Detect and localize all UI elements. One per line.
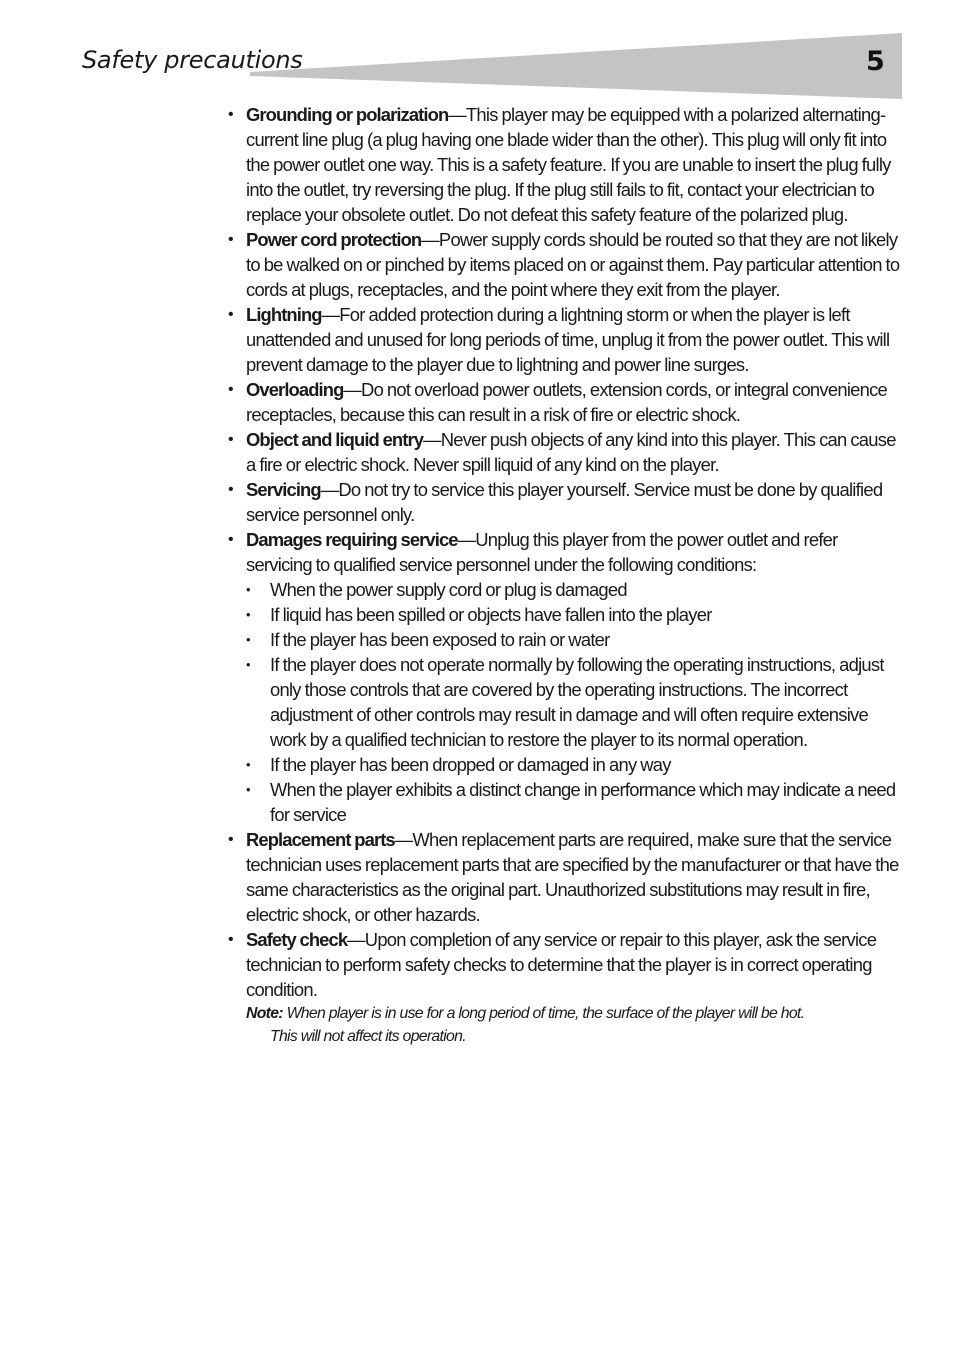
sublist-item: • If the player has been exposed to rain or water <box>246 629 610 650</box>
note-line-2: This will not affect its operation. <box>270 1028 466 1045</box>
item-text: —Unplug this player from the power outlet and refer servicing to qualified service personnel under the following conditions: <box>246 529 838 575</box>
sublist-item: • When the power supply cord or plug is damaged <box>246 579 627 600</box>
item-text: —Do not try to service this player yourself. Service must be done by qualified service personnel only. <box>246 479 883 525</box>
item-term: Replacement parts <box>246 829 395 850</box>
note <box>228 1002 900 1048</box>
bullet-icon: • <box>228 231 233 248</box>
item-text: —Upon completion of any service or repair to this player, ask the service technician to perform safety checks to determine that the player is in correct operating condition. <box>246 929 877 1000</box>
item-text: —This player may be equipped with a polarized alternating-current line plug (a plug having one blade wider than the other). This plug will only fit into the power outlet one way. This is a safety feature. If you are unable to insert the plug fully into the outlet, try reversing the plug. If the plug still fails to fit, contact your electrician to replace your obsolete outlet. Do not defeat this safety feature of the polarized plug. <box>246 104 891 225</box>
item-text: —Never push objects of any kind into this player. This can cause a fire or electric shock. Never spill liquid of any kind on the player. <box>246 429 896 475</box>
list-item <box>228 927 900 1002</box>
sublist-item: • If the player does not operate normally by following the operating instructions, adjust only those controls that are covered by the operating instructions. The incorrect adjustment of other controls may result in damage and will often require extensive work by a qualified technician to restore the player to its normal operation. <box>246 654 884 750</box>
sublist-item: • If the player has been dropped or damaged in any way <box>246 754 671 775</box>
item-term: Lightning <box>246 304 322 325</box>
item-text: —For added protection during a lightning storm or when the player is left unattended and unused for long periods of time, unplug it from the power outlet. This will prevent damage to the player due to lightning and power line surges. <box>246 304 890 375</box>
item-text: —When replacement parts are required, make sure that the service technician uses replacement parts that are specified by the manufacturer or that have the same characteristics as the original part. Unauthorized substitutions may result in fire, electric shock, or other hazards. <box>246 829 899 925</box>
item-term: Object and liquid entry <box>246 429 424 450</box>
bullet-icon: • <box>228 481 233 498</box>
bullet-icon: • <box>246 782 250 797</box>
safety-precautions-content <box>228 102 900 1048</box>
item-term: Damages requiring service <box>246 529 458 550</box>
item-text: —Power supply cords should be routed so that they are not likely to be walked on or pinched by items placed on or against them. Pay particular attention to cords at plugs, receptacles, and the point where they exit from the player. <box>246 229 900 300</box>
bullet-icon: • <box>228 531 233 548</box>
list-item <box>228 102 900 227</box>
conditions-sublist <box>246 577 900 827</box>
bullet-icon: • <box>228 931 233 948</box>
bullet-icon: • <box>246 632 250 647</box>
bullet-icon: • <box>228 831 233 848</box>
item-term: Power cord protection <box>246 229 422 250</box>
bullet-icon: • <box>228 381 233 398</box>
bullet-icon: • <box>228 106 233 123</box>
list-item <box>228 477 900 527</box>
page-number: 5 <box>866 46 885 77</box>
item-term: Safety check <box>246 929 348 950</box>
sublist-item: • If liquid has been spilled or objects have fallen into the player <box>246 604 712 625</box>
bullet-icon: • <box>246 757 250 772</box>
bullet-icon: • <box>228 431 233 448</box>
bullet-icon: • <box>228 306 233 323</box>
list-item <box>228 302 900 377</box>
item-term: Servicing <box>246 479 321 500</box>
note-label: Note: <box>246 1005 283 1022</box>
list-item <box>228 377 900 427</box>
item-term: Overloading <box>246 379 344 400</box>
section-title: Safety precautions <box>82 46 303 74</box>
bullet-icon: • <box>246 657 250 672</box>
list-item <box>228 227 900 302</box>
precautions-list <box>228 102 900 1002</box>
item-term: Grounding or polarization <box>246 104 449 125</box>
sublist-item: • When the player exhibits a distinct change in performance which may indicate a need for service <box>246 779 896 825</box>
page-header <box>0 0 954 110</box>
bullet-icon: • <box>246 607 250 622</box>
item-text: —Do not overload power outlets, extension cords, or integral convenience receptacles, because this can result in a risk of fire or electric shock. <box>246 379 888 425</box>
list-item <box>228 527 900 827</box>
list-item <box>228 427 900 477</box>
list-item <box>228 827 900 927</box>
bullet-icon: • <box>246 582 250 597</box>
note-line-1: When player is in use for a long period of time, the surface of the player will be hot. <box>282 1005 805 1022</box>
